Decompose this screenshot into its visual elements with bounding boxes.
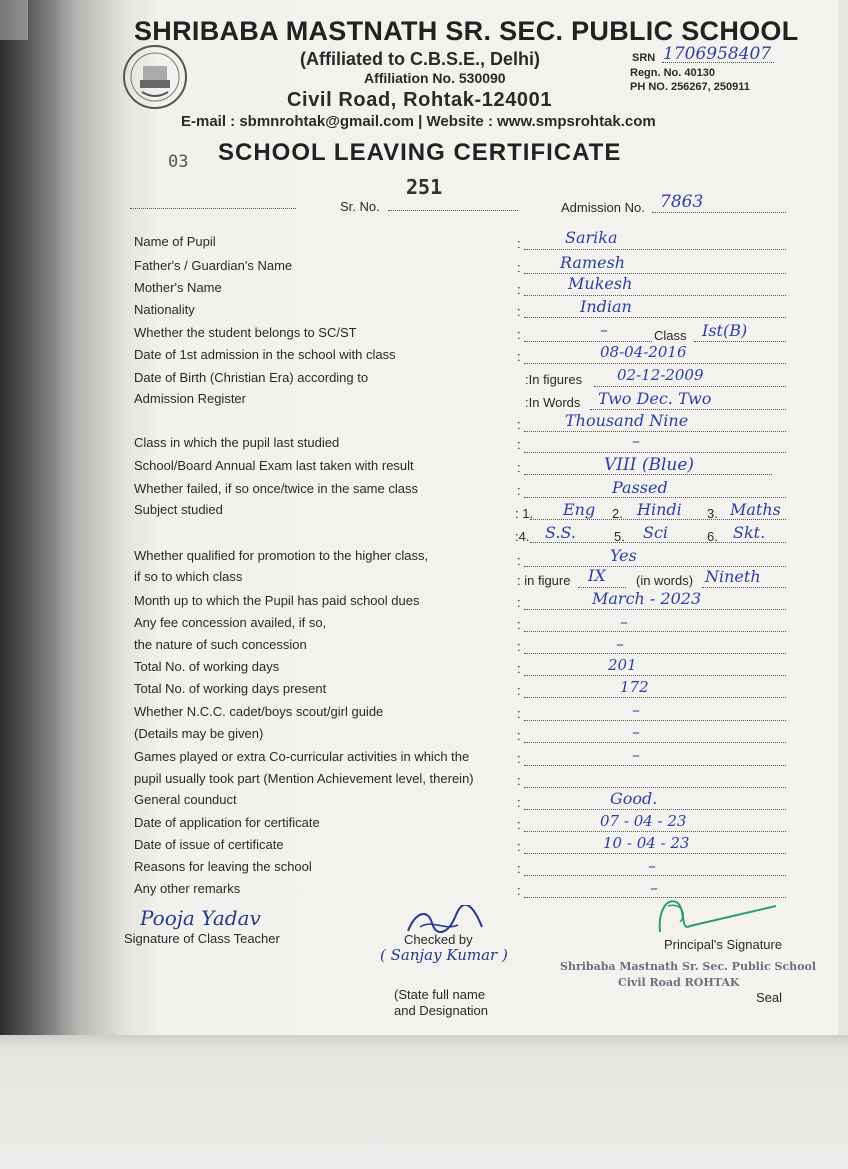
colon: : xyxy=(517,883,521,898)
in-figure-label: : in figure xyxy=(517,573,571,588)
ncc-value: – xyxy=(632,700,640,719)
colon: : xyxy=(517,483,521,498)
dotted-line xyxy=(530,542,786,543)
sr-no-label: Sr. No. xyxy=(340,199,380,214)
admission-no-value: 7863 xyxy=(660,192,704,212)
games-value: – xyxy=(632,745,640,764)
dotted-line xyxy=(524,809,786,810)
dotted-line xyxy=(524,273,786,274)
admission-no-dotted-line xyxy=(652,212,786,213)
affiliation-text: (Affiliated to C.B.S.E., Delhi) xyxy=(300,49,541,69)
field-label: Games played or extra Co-curricular activities in which the xyxy=(134,749,470,764)
registration-number: Regn. No. 40130 xyxy=(630,67,715,79)
colon: : xyxy=(517,417,521,432)
field-label: the nature of such concession xyxy=(134,637,307,652)
dotted-line xyxy=(694,341,786,342)
field-label: Date of application for certificate xyxy=(134,815,320,830)
colon: : xyxy=(517,282,521,297)
dotted-line xyxy=(524,631,786,632)
class-last-studied-value: – xyxy=(632,431,640,450)
field-label: Date of Birth (Christian Era) according to xyxy=(134,370,369,385)
colon: : xyxy=(517,260,521,275)
field-label: Any other remarks xyxy=(134,881,241,896)
application-date-value: 07 - 04 - 23 xyxy=(600,812,687,830)
certificate-title: SCHOOL LEAVING CERTIFICATE xyxy=(218,139,622,166)
school-logo-icon xyxy=(122,44,188,110)
colon: : xyxy=(517,349,521,364)
subject-index: 6. xyxy=(707,529,718,544)
field-label: Total No. of working days xyxy=(134,659,280,674)
subject-4: S.S. xyxy=(545,523,576,542)
principal-signature-label: Principal's Signature xyxy=(664,937,783,952)
field-label: Date of 1st admission in the school with class xyxy=(134,347,396,362)
affiliation-number: Affiliation No. 530090 xyxy=(364,70,506,86)
dotted-line xyxy=(590,409,786,410)
field-label: Date of issue of certificate xyxy=(134,837,284,852)
colon: : xyxy=(517,706,521,721)
field-label: pupil usually took part (Mention Achievement level, therein) xyxy=(134,771,474,786)
dotted-line xyxy=(524,452,786,453)
dotted-line xyxy=(702,587,786,588)
sc-st-value: – xyxy=(600,320,608,339)
class-value: Ist(B) xyxy=(702,321,748,340)
colon: : xyxy=(517,683,521,698)
days-present-value: 172 xyxy=(620,678,649,696)
srn-label: SRN xyxy=(632,52,656,64)
dotted-line xyxy=(524,765,786,766)
dotted-line xyxy=(524,431,786,432)
field-label: School/Board Annual Exam last taken with result xyxy=(134,458,414,473)
checked-by-label: Checked by xyxy=(404,932,473,947)
subject-6: Skt. xyxy=(733,523,766,542)
class-label: Class xyxy=(654,328,687,343)
dotted-line xyxy=(524,363,786,364)
field-label: Subject studied xyxy=(134,502,223,517)
dotted-line xyxy=(524,653,786,654)
issue-date-value: 10 - 04 - 23 xyxy=(603,834,690,852)
colon: : xyxy=(517,236,521,251)
colon: : xyxy=(517,728,521,743)
annual-exam-value: VIII (Blue) xyxy=(604,455,695,475)
dob-figures-value: 02-12-2009 xyxy=(617,366,704,384)
field-label: Reasons for leaving the school xyxy=(134,859,312,874)
field-label: Any fee concession availed, if so, xyxy=(134,615,327,630)
field-label: Nationality xyxy=(134,302,195,317)
dotted-line xyxy=(578,587,626,588)
in-figures-label: :In figures xyxy=(525,372,583,387)
field-label: General counduct xyxy=(134,792,237,807)
fee-concession-value: – xyxy=(620,612,628,631)
pupil-name-value: Sarika xyxy=(565,228,618,247)
concession-nature-value: – xyxy=(616,634,624,653)
dotted-line xyxy=(524,831,786,832)
field-label: Class in which the pupil last studied xyxy=(134,435,340,450)
book-no-dotted-line xyxy=(130,208,296,209)
copy-number: 03 xyxy=(168,152,189,172)
subject-index: : 1. xyxy=(515,506,534,521)
field-label: Admission Register xyxy=(134,391,246,406)
admission-no-label: Admission No. xyxy=(561,200,645,215)
dotted-line xyxy=(524,317,786,318)
school-stamp-line1: Shribaba Mastnath Sr. Sec. Public School xyxy=(560,960,817,973)
subject-5: Sci xyxy=(643,523,669,542)
corner-mark xyxy=(0,0,28,40)
working-days-value: 201 xyxy=(608,656,637,674)
dotted-line xyxy=(524,609,786,610)
colon: : xyxy=(517,460,521,475)
state-full-name-line1: (State full name xyxy=(394,987,486,1002)
field-label: Month up to which the Pupil has paid school dues xyxy=(134,593,420,608)
mother-name-value: Mukesh xyxy=(568,274,633,293)
sr-no-dotted-line xyxy=(388,210,518,211)
in-words-label: :In Words xyxy=(525,395,581,410)
colon: : xyxy=(517,595,521,610)
colon: : xyxy=(517,795,521,810)
dotted-line xyxy=(594,386,786,387)
colon: : xyxy=(517,327,521,342)
dotted-line xyxy=(524,875,786,876)
field-label: Whether N.C.C. cadet/boys scout/girl guide xyxy=(134,704,384,719)
dotted-line xyxy=(524,341,652,342)
field-label: Total No. of working days present xyxy=(134,681,327,696)
school-name: SHRIBABA MASTNATH SR. SEC. PUBLIC SCHOOL xyxy=(134,16,799,46)
dotted-line xyxy=(524,697,786,698)
seal-label: Seal xyxy=(756,990,783,1005)
remarks-value: – xyxy=(650,878,658,897)
field-label: Name of Pupil xyxy=(134,234,216,249)
field-label: Whether qualified for promotion to the higher class, xyxy=(134,548,429,563)
colon: : xyxy=(517,773,521,788)
colon: : xyxy=(517,639,521,654)
state-full-name-line2: and Designation xyxy=(394,1003,488,1018)
subject-1: Eng xyxy=(563,500,596,519)
dotted-line xyxy=(524,497,786,498)
dotted-line xyxy=(524,295,786,296)
principal-signature-icon xyxy=(650,892,785,942)
colon: : xyxy=(517,861,521,876)
ncc-details-value: – xyxy=(632,722,640,741)
dues-month-value: March - 2023 xyxy=(592,589,702,608)
dotted-line xyxy=(524,675,786,676)
in-words-label: (in words) xyxy=(636,573,694,588)
subject-index: :4. xyxy=(515,529,530,544)
leaving-reason-value: – xyxy=(648,856,656,875)
subject-2: Hindi xyxy=(637,500,682,519)
qualified-value: Yes xyxy=(610,546,637,565)
colon: : xyxy=(517,553,521,568)
colon: : xyxy=(517,304,521,319)
conduct-value: Good. xyxy=(610,789,658,808)
colon: : xyxy=(517,617,521,632)
colon: : xyxy=(517,661,521,676)
first-admission-date-value: 08-04-2016 xyxy=(600,343,687,361)
nationality-value: Indian xyxy=(580,297,632,316)
subject-index: 2. xyxy=(612,506,623,521)
serial-number: 251 xyxy=(406,175,443,199)
dob-words-value: Two Dec. Two xyxy=(598,389,712,408)
page-underside xyxy=(0,1035,848,1169)
dotted-line xyxy=(524,787,786,788)
father-name-value: Ramesh xyxy=(560,253,626,272)
field-label: Whether the student belongs to SC/ST xyxy=(134,325,357,340)
school-stamp-line2: Civil Road ROHTAK xyxy=(618,976,740,989)
field-label: (Details may be given) xyxy=(134,726,264,741)
dotted-line xyxy=(524,249,786,250)
srn-value: 1706958407 xyxy=(663,44,772,64)
colon: : xyxy=(517,751,521,766)
subject-3: Maths xyxy=(730,500,781,519)
subject-index: 3. xyxy=(707,506,718,521)
srn-dotted-line xyxy=(662,62,774,63)
contact-line: E-mail : sbmnrohtak@gmail.com | Website : www.smpsrohtak.com xyxy=(181,113,656,130)
phone-number: PH NO. 256267, 250911 xyxy=(630,81,750,93)
class-teacher-label: Signature of Class Teacher xyxy=(124,931,280,946)
dotted-line xyxy=(524,853,786,854)
field-label: Father's / Guardian's Name xyxy=(134,258,293,273)
next-class-words: Nineth xyxy=(705,567,761,586)
field-label: Mother's Name xyxy=(134,280,222,295)
school-address: Civil Road, Rohtak-124001 xyxy=(287,89,553,111)
failed-status-value: Passed xyxy=(612,478,668,497)
subject-index: 5. xyxy=(614,529,625,544)
field-label: if so to which class xyxy=(134,569,243,584)
dob-words-value-cont: Thousand Nine xyxy=(565,411,689,430)
checker-name: ( Sanjay Kumar ) xyxy=(380,946,508,964)
colon: : xyxy=(517,839,521,854)
colon: : xyxy=(517,437,521,452)
dotted-line xyxy=(530,519,786,520)
class-teacher-signature: Pooja Yadav xyxy=(140,906,261,930)
field-label: Whether failed, if so once/twice in the same class xyxy=(134,481,418,496)
colon: : xyxy=(517,817,521,832)
dotted-line xyxy=(524,720,786,721)
dotted-line xyxy=(524,742,786,743)
next-class-figure: IX xyxy=(588,566,606,585)
